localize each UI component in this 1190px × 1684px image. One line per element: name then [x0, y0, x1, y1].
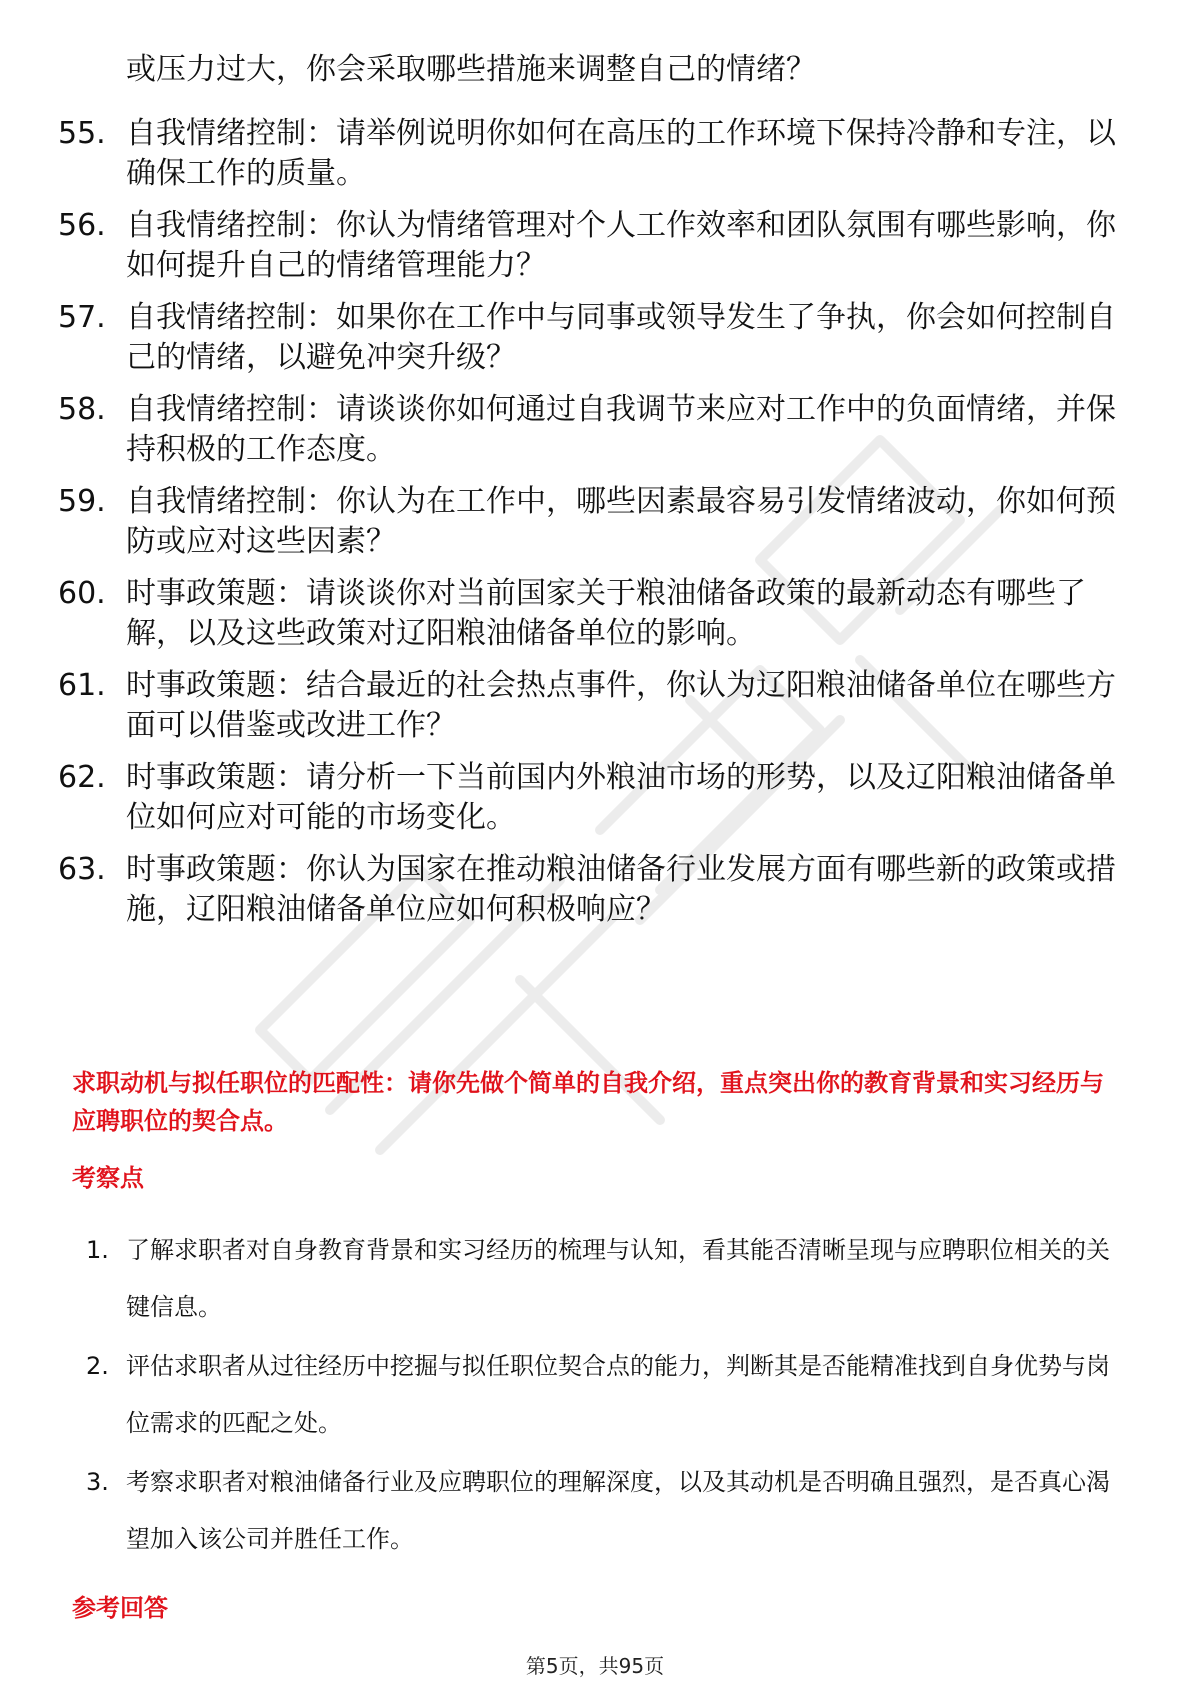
question-text: 自我情绪控制：如果你在工作中与同事或领导发生了争执，你会如何控制自己的情绪，以避免冲突升级？	[126, 300, 1116, 375]
question-item	[58, 206, 1138, 298]
question-number: 62.	[58, 760, 106, 795]
question-item	[58, 666, 1138, 758]
question-text: 自我情绪控制：请举例说明你如何在高压的工作环境下保持冷静和专注，以确保工作的质量。	[126, 116, 1116, 191]
question-text: 自我情绪控制：你认为在工作中，哪些因素最容易引发情绪波动，你如何预防或应对这些因素？	[126, 484, 1116, 559]
question-number: 57.	[58, 300, 106, 335]
exam-point-item	[72, 1222, 1124, 1338]
question-item	[58, 574, 1138, 666]
question-number: 59.	[58, 484, 106, 519]
question-text: 时事政策题：请谈谈你对当前国家关于粮油储备政策的最新动态有哪些了解，以及这些政策对辽阳粮油储备单位的影响。	[126, 576, 1086, 651]
question-text: 时事政策题：你认为国家在推动粮油储备行业发展方面有哪些新的政策或措施，辽阳粮油储备单位应如何积极响应？	[126, 852, 1116, 927]
exam-point-number: 3.	[86, 1468, 109, 1496]
question-54-continuation: 或压力过大，你会采取哪些措施来调整自己的情绪？	[126, 52, 816, 87]
question-text: 自我情绪控制：请谈谈你如何通过自我调节来应对工作中的负面情绪，并保持积极的工作态度。	[126, 392, 1116, 467]
question-item	[58, 390, 1138, 482]
exam-point-text: 考察求职者对粮油储备行业及应聘职位的理解深度，以及其动机是否明确且强烈，是否真心渴望加入该公司并胜任工作。	[126, 1468, 1110, 1553]
question-item	[58, 482, 1138, 574]
question-item	[58, 758, 1138, 850]
reference-answer-heading: 参考回答	[72, 1594, 168, 1622]
exam-points-list	[72, 1222, 1124, 1570]
question-text: 时事政策题：结合最近的社会热点事件，你认为辽阳粮油储备单位在哪些方面可以借鉴或改进工作？	[126, 668, 1116, 743]
question-number: 58.	[58, 392, 106, 427]
exam-point-number: 2.	[86, 1352, 109, 1380]
question-text: 时事政策题：请分析一下当前国内外粮油市场的形势，以及辽阳粮油储备单位如何应对可能的市场变化。	[126, 760, 1116, 835]
question-item	[58, 114, 1138, 206]
exam-point-number: 1.	[86, 1236, 109, 1264]
question-number: 63.	[58, 852, 106, 887]
page-footer: 第5页，共95页	[525, 1654, 665, 1678]
question-item	[58, 298, 1138, 390]
question-number: 56.	[58, 208, 106, 243]
question-number: 55.	[58, 116, 106, 151]
exam-point-text: 评估求职者从过往经历中挖掘与拟任职位契合点的能力，判断其是否能精准找到自身优势与岗位需求的匹配之处。	[126, 1352, 1110, 1437]
exam-points-heading: 考察点	[72, 1164, 144, 1192]
question-item	[58, 850, 1138, 942]
question-number: 60.	[58, 576, 106, 611]
exam-point-text: 了解求职者对自身教育背景和实习经历的梳理与认知，看其能否清晰呈现与应聘职位相关的关键信息。	[126, 1236, 1110, 1321]
exam-point-item	[72, 1454, 1124, 1570]
question-list	[58, 114, 1138, 942]
exam-point-item	[72, 1338, 1124, 1454]
question-text: 自我情绪控制：你认为情绪管理对个人工作效率和团队氛围有哪些影响，你如何提升自己的情绪管理能力？	[126, 208, 1116, 283]
section-title: 求职动机与拟任职位的匹配性：请你先做个简单的自我介绍，重点突出你的教育背景和实习经历与应聘职位的契合点。	[72, 1069, 1104, 1135]
question-number: 61.	[58, 668, 106, 703]
